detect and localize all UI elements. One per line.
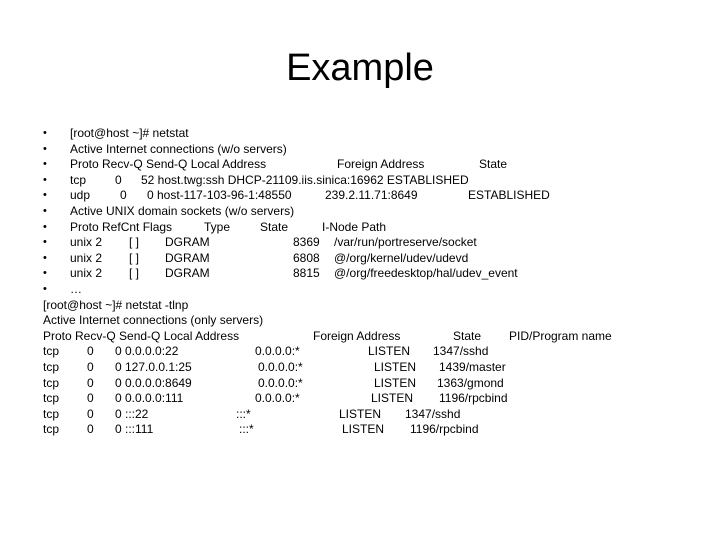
output-cell: [ ]: [129, 250, 140, 265]
output-cell: tcp: [43, 375, 60, 390]
output-cell: 0 0.0.0.0:8649: [115, 375, 192, 390]
output-cell: 0: [87, 344, 94, 359]
output-cell: 1196/rpcbind: [439, 391, 508, 406]
bullet-marker: •: [43, 173, 47, 186]
bullet-marker: •: [43, 127, 47, 139]
output-cell: unix 2: [70, 266, 103, 281]
output-cell: LISTEN: [374, 359, 417, 374]
output-cell: LISTEN: [368, 344, 411, 359]
output-cell: 0.0.0.0:*: [255, 344, 300, 359]
output-cell: Active UNIX domain sockets (w/o servers): [70, 203, 295, 218]
output-cell: 0 host-117-103-96-1:48550: [147, 188, 292, 203]
output-cell: Foreign Address: [337, 157, 425, 172]
bullet-marker: •: [43, 236, 47, 249]
output-cell: 0.0.0.0:*: [258, 359, 303, 374]
output-cell: @/org/kernel/udev/udevd: [334, 250, 469, 265]
bullet-marker: •: [43, 158, 47, 171]
output-cell: 6808: [293, 250, 320, 265]
output-cell: 0: [87, 375, 94, 390]
output-cell: unix 2: [70, 250, 103, 265]
output-cell: unix 2: [70, 235, 103, 250]
output-cell: /var/run/portreserve/socket: [334, 235, 477, 250]
output-cell: :::*: [236, 406, 251, 421]
output-cell: LISTEN: [374, 375, 417, 390]
output-cell: 239.2.11.71:8649: [325, 188, 418, 203]
bullet-marker: •: [43, 189, 47, 202]
output-cell: 0 0.0.0.0:111: [115, 391, 184, 406]
bullet-marker: •: [43, 220, 47, 233]
output-cell: 8815: [293, 266, 320, 281]
output-cell: 0 :::111: [115, 422, 154, 437]
output-cell: Active Internet connections (w/o servers): [70, 141, 287, 156]
output-cell: 0: [120, 188, 127, 203]
output-cell: DGRAM: [165, 250, 210, 265]
output-cell: 0.0.0.0:*: [255, 391, 300, 406]
output-cell: [ ]: [129, 266, 140, 281]
output-cell: State: [260, 219, 289, 234]
output-cell: 1347/sshd: [405, 406, 461, 421]
output-cell: 1347/sshd: [433, 344, 489, 359]
slide-title: Example: [286, 47, 434, 89]
bullet-marker: •: [43, 204, 47, 217]
output-cell: State: [453, 328, 482, 343]
output-cell: 1196/rpcbind: [410, 422, 479, 437]
output-cell: 0: [87, 359, 94, 374]
output-cell: 0.0.0.0:*: [258, 375, 303, 390]
output-cell: udp: [70, 188, 91, 203]
output-cell: [ ]: [129, 235, 140, 250]
output-cell: tcp: [43, 359, 60, 374]
output-cell: PID/Program name: [509, 328, 612, 343]
output-cell: I-Node Path: [322, 219, 387, 234]
bullet-marker: •: [43, 282, 47, 295]
output-cell: @/org/freedesktop/hal/udev_event: [334, 266, 518, 281]
output-cell: tcp: [70, 172, 87, 187]
output-cell: 0: [87, 391, 94, 406]
output-cell: 0: [115, 172, 122, 187]
output-cell: LISTEN: [371, 391, 414, 406]
output-cell: tcp: [43, 406, 60, 421]
output-cell: 0 :::22: [115, 406, 149, 421]
output-cell: LISTEN: [342, 422, 385, 437]
output-cell: …: [70, 281, 82, 296]
output-cell: 52 host.twg:ssh DHCP-21109.iis.sinica:16962 ESTABLISHED: [141, 172, 469, 187]
output-cell: 0: [87, 422, 94, 437]
output-cell: ESTABLISHED: [468, 188, 550, 203]
output-cell: 0 0.0.0.0:22: [115, 344, 179, 359]
output-cell: 0: [87, 406, 94, 421]
output-cell: State: [479, 157, 508, 172]
output-cell: 0 127.0.0.1:25: [115, 359, 192, 374]
output-cell: [root@host ~]# netstat: [70, 126, 189, 140]
output-cell: LISTEN: [339, 406, 382, 421]
output-cell: 1439/master: [439, 359, 506, 374]
output-cell: tcp: [43, 422, 60, 437]
output-cell: Foreign Address: [313, 328, 401, 343]
output-cell: Active Internet connections (only servers): [43, 313, 264, 328]
output-cell: [root@host ~]# netstat -tlnp: [43, 297, 189, 312]
output-cell: DGRAM: [165, 235, 210, 250]
output-cell: tcp: [43, 344, 60, 359]
output-cell: Proto Recv-Q Send-Q Local Address: [70, 157, 267, 172]
output-cell: Type: [204, 219, 231, 234]
bullet-marker: •: [43, 251, 47, 264]
output-cell: 1363/gmond: [437, 375, 504, 390]
output-cell: DGRAM: [165, 266, 210, 281]
bullet-marker: •: [43, 142, 47, 155]
bullet-marker: •: [43, 267, 47, 280]
output-cell: tcp: [43, 391, 60, 406]
output-cell: Proto RefCnt Flags: [70, 219, 173, 234]
output-cell: Proto Recv-Q Send-Q Local Address: [43, 328, 240, 343]
output-cell: :::*: [239, 422, 254, 437]
output-cell: 8369: [293, 235, 320, 250]
